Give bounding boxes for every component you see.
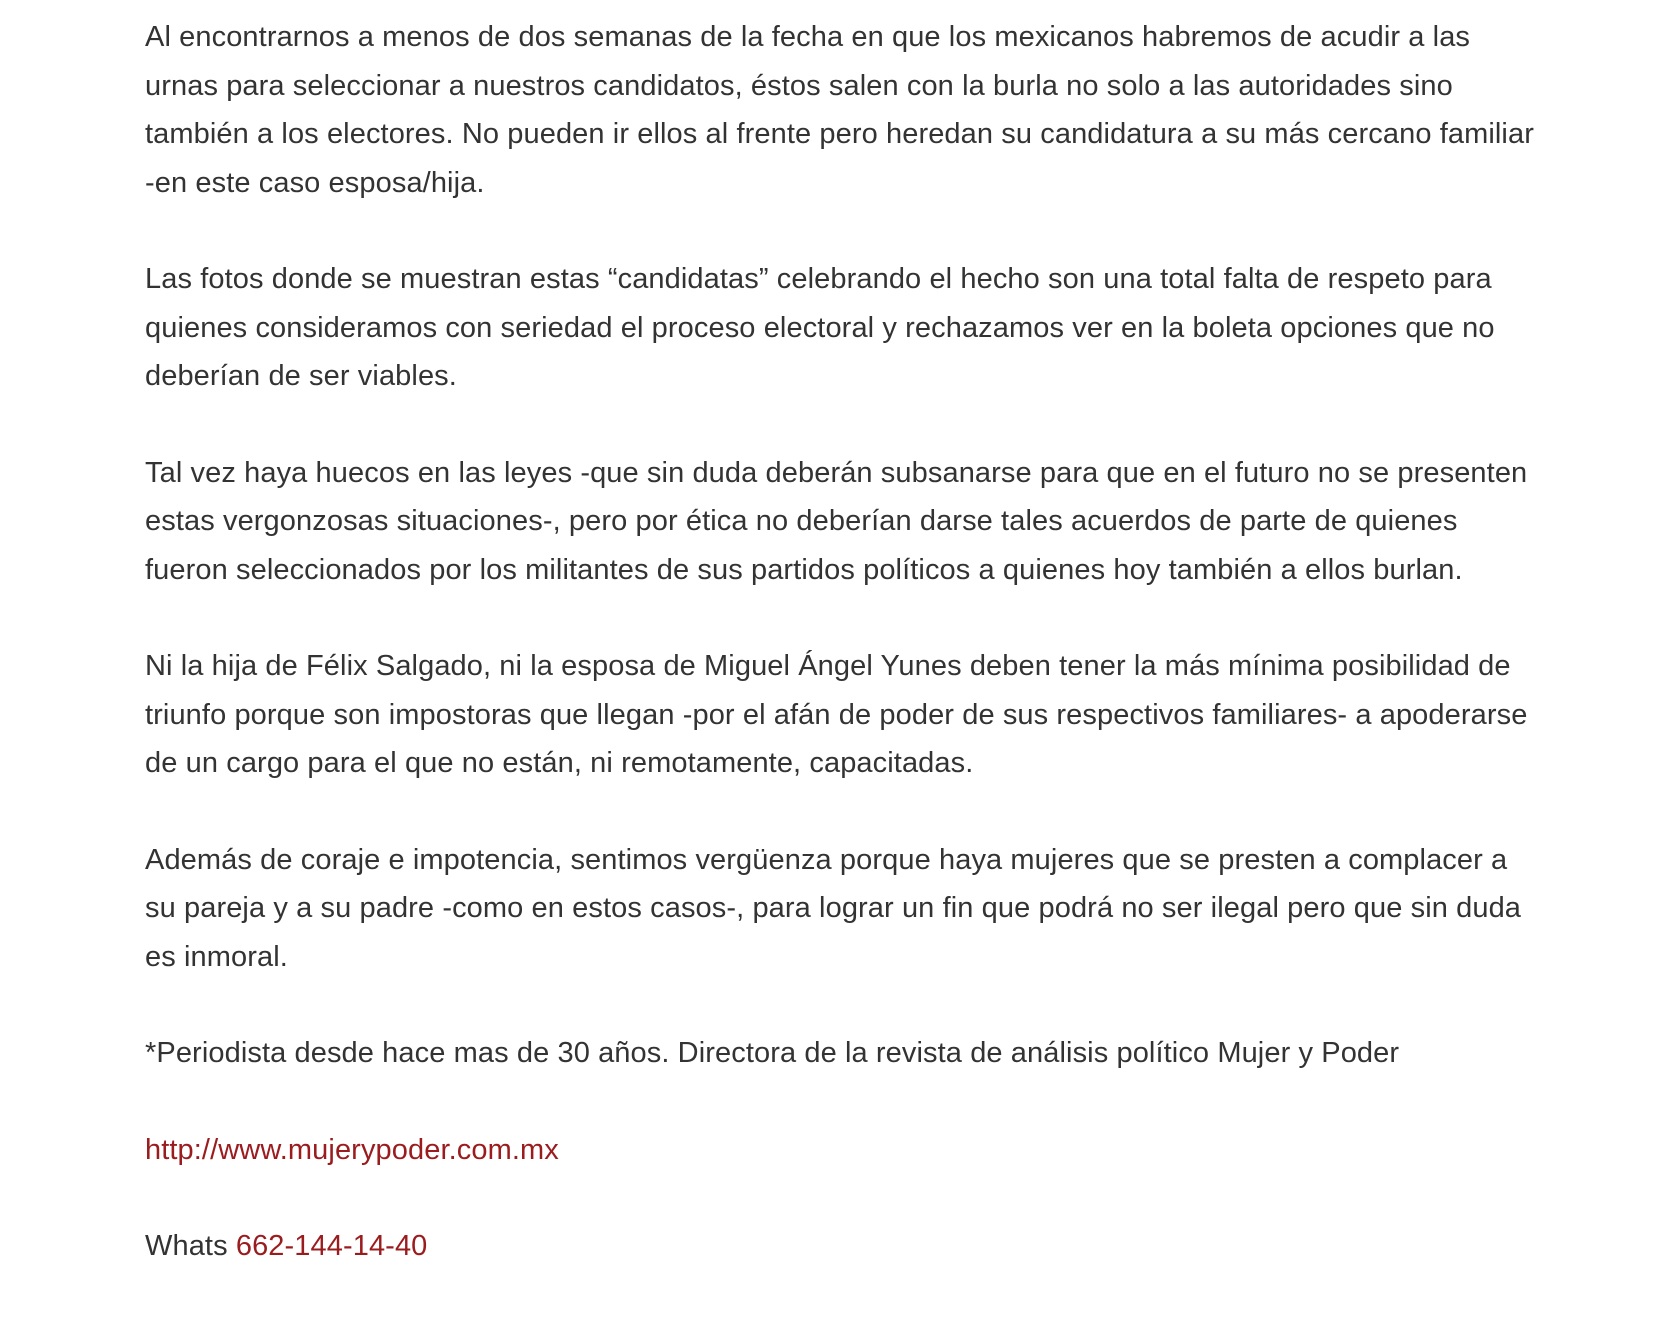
article-paragraph-3: Tal vez haya huecos en las leyes -que sin duda deberán subsanarse para que en el futuro no se presenten estas vergonzosas situaciones-, pero por ética no deberían darse tales acuerdos de parte de quienes fueron seleccionados por los militantes de sus partidos políticos a quienes hoy también a ellos burlan.: [145, 456, 1528, 586]
article-body: [145, 13, 1545, 1319]
website-paragraph: [145, 1126, 1545, 1175]
whats-label: Whats: [145, 1230, 236, 1262]
article-paragraph-4: Ni la hija de Félix Salgado, ni la esposa de Miguel Ángel Yunes deben tener la más mínima posibilidad de triunfo porque son impostoras que llegan -por el afán de poder de sus respectivos familiares- a apoderarse de un cargo para el que no están, ni remotamente, capacitadas.: [145, 650, 1528, 779]
website-link[interactable]: http://www.mujerypoder.com.mx: [145, 1133, 559, 1166]
whats-paragraph: [145, 1222, 1545, 1271]
whats-phone-link[interactable]: 662-144-14-40: [235, 1230, 428, 1262]
author-bio: *Periodista desde hace mas de 30 años. Directora de la revista de análisis político Mujer y Poder: [145, 1037, 1400, 1069]
article-paragraph-5: Además de coraje e impotencia, sentimos vergüenza porque haya mujeres que se presten a complacer a su pareja y a su padre -como en estos casos-, para lograr un fin que podrá no ser ilegal pero que sin duda es inmoral.: [145, 843, 1522, 973]
article-paragraph-1: Al encontrarnos a menos de dos semanas de la fecha en que los mexicanos habremos de acudir a las urnas para seleccionar a nuestros candidatos, éstos salen con la burla no solo a las autoridades sino también a los electores. No pueden ir ellos al frente pero heredan su candidatura a su más cercano familiar -en este caso esposa/hija.: [145, 21, 1534, 199]
article-paragraph-2: Las fotos donde se muestran estas “candidatas” celebrando el hecho son una total falta de respeto para quienes consideramos con seriedad el proceso electoral y rechazamos ver en la boleta opciones que no deberían de ser viables.: [145, 263, 1495, 392]
